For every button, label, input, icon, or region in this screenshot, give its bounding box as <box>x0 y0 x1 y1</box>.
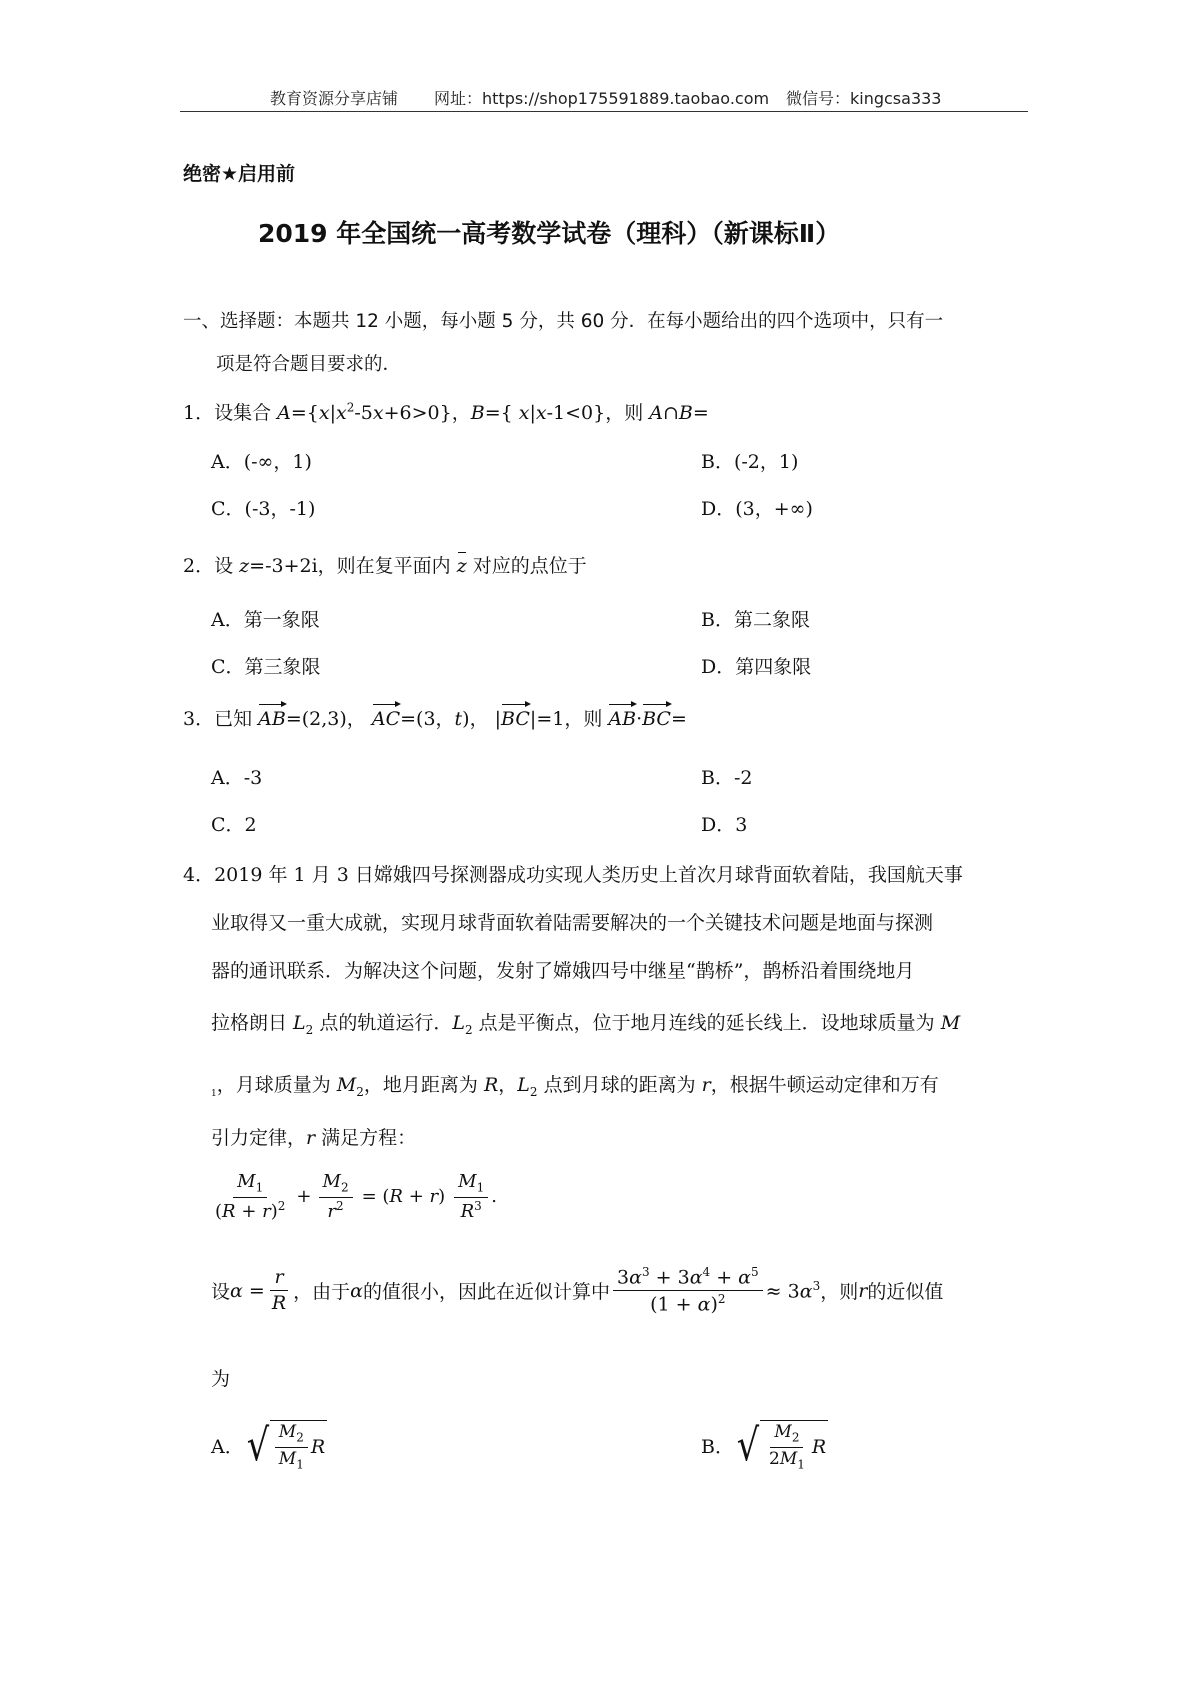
q2-option-c[interactable]: C．第三象限 <box>211 656 321 678</box>
q1-option-a[interactable]: A．(-∞，1) <box>211 451 312 473</box>
q4-line-6: 引力定律，r 满足方程： <box>211 1127 417 1149</box>
header-rule <box>180 111 1028 112</box>
q3-stem: 3．已知 AB=(2,3)， AC=(3，t)， |BC|=1，则 AB·BC= <box>183 702 687 731</box>
q3-option-a[interactable]: A．-3 <box>211 767 263 789</box>
section-line-2: 项是符合题目要求的． <box>216 354 402 375</box>
header-url[interactable]: 网址：https://shop175591889.taobao.com <box>434 89 770 108</box>
q4-line-5: $_1$，月球质量为 $M_2$，地月距离为 R，$L_2$ 点到月球的距离为 r，根据牛顿运动定律和万有 <box>211 1074 939 1099</box>
q2-option-a[interactable]: A．第一象限 <box>211 609 320 631</box>
q1-prefix: 1．设集合 <box>183 402 278 424</box>
page-title: 2019 年全国统一高考数学试卷（理科）（新课标Ⅱ） <box>258 219 841 248</box>
q1-option-d[interactable]: D．(3，+∞) <box>701 498 813 520</box>
q1-option-b[interactable]: B．(-2，1) <box>701 451 799 473</box>
q3-option-b[interactable]: B．-2 <box>701 767 753 789</box>
confidential-mark: 绝密★启用前 <box>183 163 296 185</box>
q4-line-1: 4．2019 年 1 月 3 日嫦娥四号探测器成功实现人类历史上首次月球背面软着陆，我国航天事 <box>183 864 963 886</box>
section-line-1: 一、选择题：本题共 12 小题，每小题 5 分，共 60 分．在每小题给出的四个选项中，只有一 <box>183 311 944 332</box>
q3-option-c[interactable]: C．2 <box>211 814 257 836</box>
q1-option-c[interactable]: C．(-3，-1) <box>211 498 316 520</box>
q4-option-a[interactable]: A． √ $\frac{M_2}{M_1}$ R <box>211 1419 326 1471</box>
q4-line-2: 业取得又一重大成就，实现月球背面软着陆需要解决的一个关键技术问题是地面与探测 <box>211 912 934 934</box>
header-wechat: 微信号：kingcsa333 <box>786 89 942 108</box>
q4-option-b[interactable]: B． √ $\frac{M_2}{2M_1}$ R <box>701 1419 827 1471</box>
header-shop: 教育资源分享店铺 <box>270 89 399 108</box>
q4-line-8: 设 α = $\frac{r}{R}$ ，由于 α 的值很小，因此在近似计算中 $\frac{3\alpha^3 + 3\alpha^4 + \alpha^5}{(1 + \alpha)^2}$ ≈ $3\alpha^3$ ，则 r 的近似值 <box>211 1265 944 1316</box>
q4-line-3: 器的通讯联系．为解决这个问题，发射了嫦娥四号中继星“鹊桥”，鹊桥沿着围绕地月 <box>211 960 915 982</box>
q3-option-d[interactable]: D．3 <box>701 814 748 836</box>
q2-option-d[interactable]: D．第四象限 <box>701 656 812 678</box>
q4-line-9: 为 <box>211 1368 231 1390</box>
q4-equation: $\frac{M_1}{(R + r)^2}$ + $\frac{M_2}{r^2}$ = (R + r) $\frac{M_1}{R^3}$ . <box>215 1171 497 1222</box>
q1-stem: 1．设集合 $A=\{x|x^2-5x+6>0\}$，B={ x|x-1<0}，则 A∩B= <box>183 400 709 424</box>
q4-line-4: 拉格朗日 $L_2$ 点的轨道运行．$L_2$ 点是平衡点，位于地月连线的延长线上．设地球质量为 M <box>211 1012 961 1037</box>
q2-option-b[interactable]: B．第二象限 <box>701 609 810 631</box>
q2-stem: 2．设 z=-3+2i，则在复平面内 z 对应的点位于 <box>183 555 587 577</box>
